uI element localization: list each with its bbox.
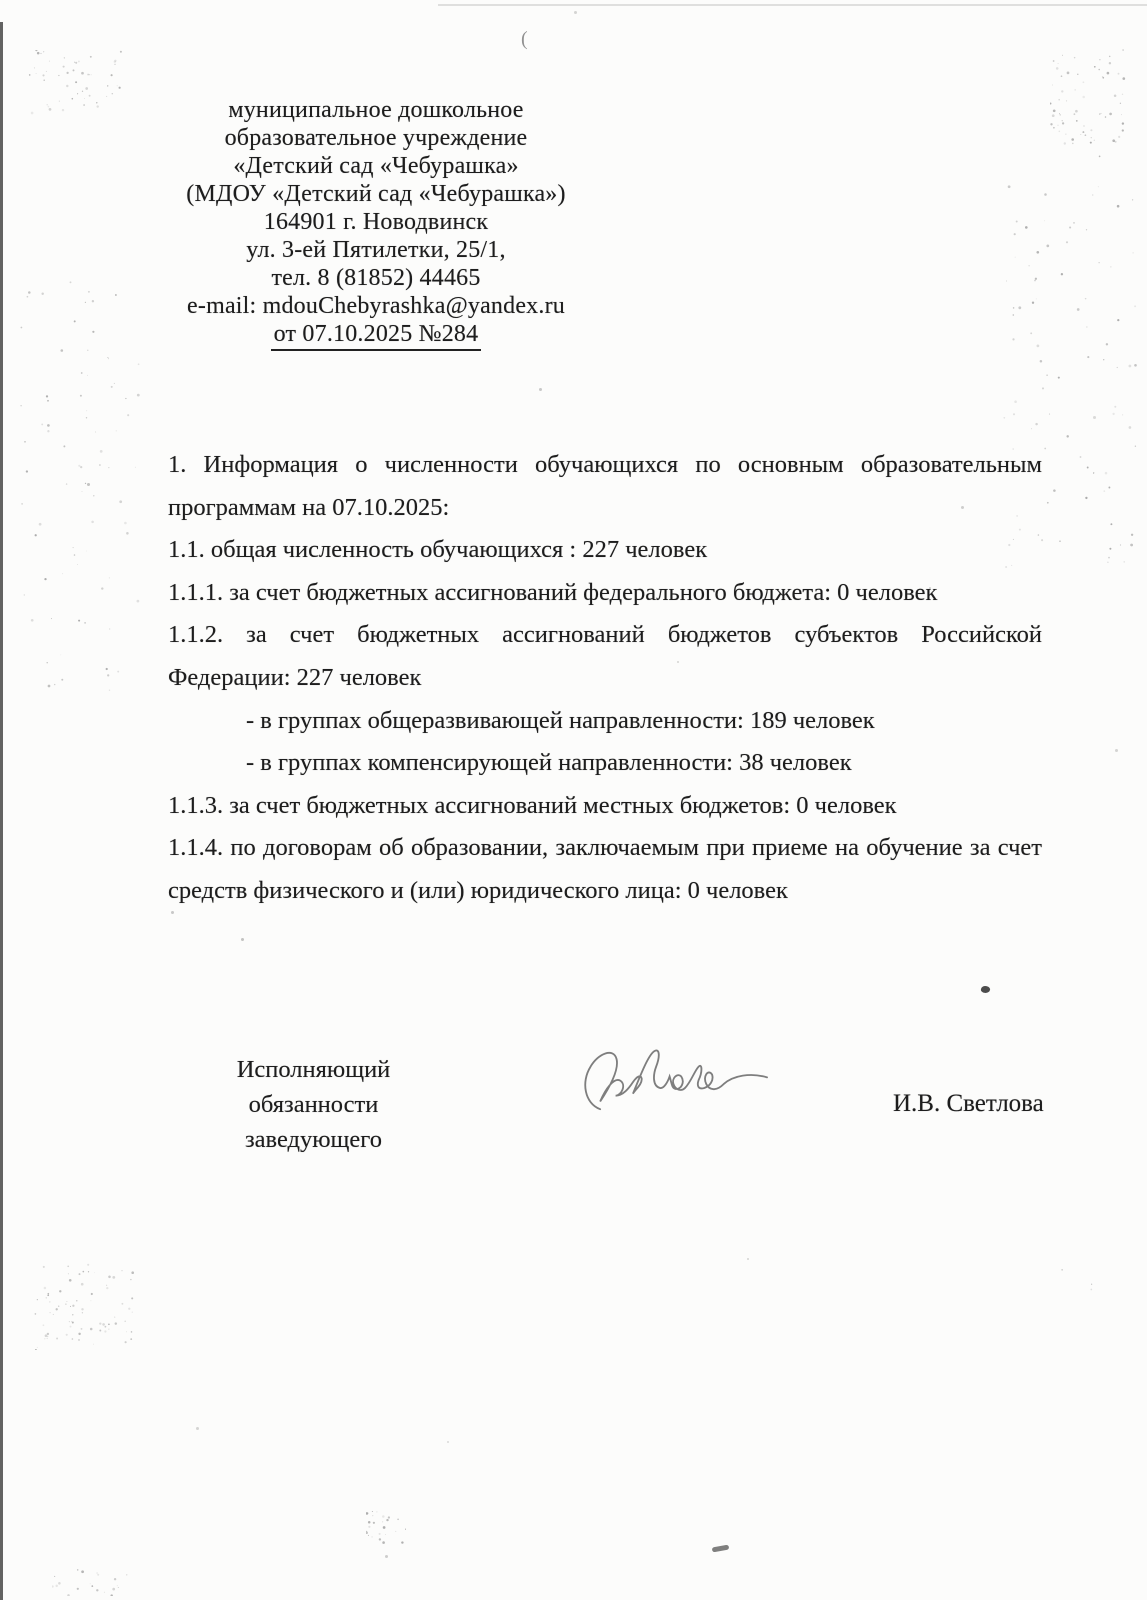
scan-noise-dot [385, 1555, 388, 1558]
letterhead-line: образовательное учреждение [224, 125, 528, 151]
scan-noise-speckle [20, 280, 140, 700]
scan-noise-speckle [28, 50, 123, 115]
scan-noise-mark: ( [521, 28, 528, 50]
scan-noise-dot [574, 11, 577, 14]
scan-noise-dot [196, 1427, 199, 1430]
scan-noise-dot [539, 388, 542, 391]
letterhead-line: тел. 8 (81852) 44465 [271, 265, 481, 291]
scan-noise-speckle [52, 1566, 130, 1596]
signature-title-line: заведующего [245, 1126, 382, 1153]
body-line: - в группах компенсирующей направленности: 38 человек [246, 749, 852, 777]
body-line: средств физического и (или) юридического лица: 0 человек [168, 876, 788, 904]
letterhead-lines [140, 96, 612, 320]
scan-noise-dot [87, 483, 90, 486]
reference-number-text: от 07.10.2025 №284 [271, 320, 482, 351]
signature-title [170, 1052, 457, 1157]
body-line: 1.1.1. за счет бюджетных ассигнований федерального бюджета: 0 человек [168, 578, 938, 606]
signer-name: И.В. Светлова [893, 1090, 1044, 1117]
body-line: Федерации: 227 человек [168, 663, 422, 691]
body-line: программам на 07.10.2025: [168, 493, 450, 521]
letterhead-line: «Детский сад «Чебурашка» [233, 153, 519, 179]
body-paragraphs [168, 444, 1042, 913]
scan-noise-speckle [366, 1510, 406, 1544]
scan-noise-dash [712, 1545, 730, 1553]
scan-noise-dot [1093, 416, 1096, 419]
body-line: 1.1.2. за счет бюджетных ассигнований бюджетов субъектов Российской [168, 621, 1042, 649]
scan-noise-dot [1115, 749, 1118, 752]
signature-stroke [585, 1050, 767, 1109]
scan-noise-dot [241, 938, 244, 941]
scan-noise-blob [980, 985, 990, 994]
body-line: - в группах общеразвивающей направленности: 189 человек [246, 706, 875, 734]
body-line: 1.1. общая численность обучающихся : 227 человек [168, 536, 708, 564]
letterhead [140, 96, 612, 351]
handwritten-signature-svetlova [570, 1032, 775, 1114]
scan-edge-line [438, 4, 1147, 6]
letterhead-line: e-mail: mdouChebyrashka@yandex.ru [187, 293, 565, 319]
scan-noise-speckle [1048, 1258, 1096, 1300]
scan-noise-speckle [1050, 45, 1128, 145]
letterhead-line: 164901 г. Новодвинск [263, 209, 489, 235]
signature-title-line: Исполняющий обязанности [236, 1056, 391, 1118]
scan-noise-speckle [30, 1262, 135, 1350]
scan-noise-dot [747, 1258, 749, 1260]
body-line: 1.1.3. за счет бюджетных ассигнований местных бюджетов: 0 человек [168, 791, 897, 819]
letterhead-line: муниципальное дошкольное [228, 97, 524, 123]
body-line: 1.1.4. по договорам об образовании, заключаемым при приеме на обучение за счет [168, 834, 1042, 862]
reference-number-line [140, 320, 612, 351]
letterhead-line: (МДОУ «Детский сад «Чебурашка») [186, 181, 566, 207]
scan-noise-dot [447, 1441, 449, 1443]
letterhead-line: ул. 3-ей Пятилетки, 25/1, [246, 237, 506, 263]
body-line: 1. Информация о численности обучающихся по основным образовательным [168, 451, 1042, 478]
scan-edge-line [0, 22, 3, 1600]
